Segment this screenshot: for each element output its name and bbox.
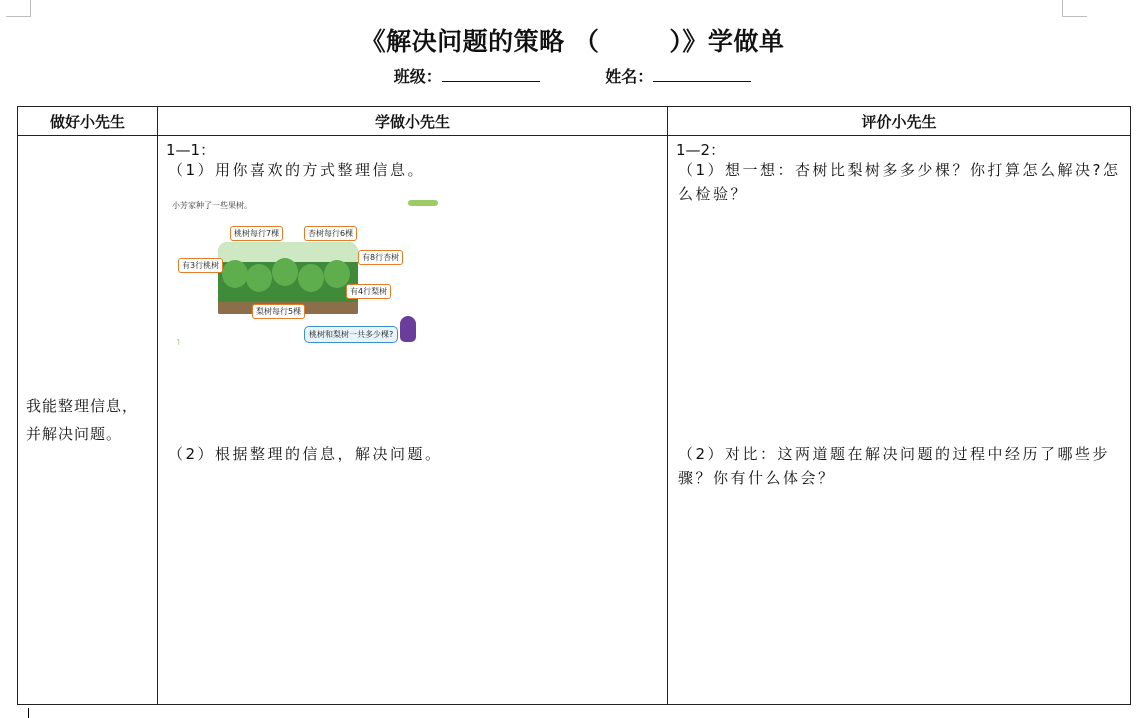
question-1-1-b: （2）根据整理的信息，解决问题。 [168, 445, 443, 463]
tag-pear-per-row: 梨树每行5棵 [252, 304, 305, 319]
student-info [0, 64, 1145, 87]
text-cursor [28, 708, 29, 718]
name-blank[interactable] [653, 67, 751, 82]
name-field [605, 64, 751, 87]
table-body-row [18, 136, 1131, 705]
table-header-row [18, 107, 1131, 136]
tree-icon [222, 260, 248, 288]
class-blank[interactable] [442, 67, 540, 82]
page-corner-mark [1062, 0, 1087, 17]
question-bubble: 桃树和梨树一共多少棵? [304, 326, 398, 343]
tag-peach-rows: 有3行桃树 [178, 258, 223, 273]
tag-pear-rows: 有4行梨树 [346, 284, 391, 299]
mascot-icon [400, 316, 416, 342]
tree-icon [246, 264, 272, 292]
learn-cell[interactable] [158, 136, 668, 705]
fruit-tree-picture [168, 194, 438, 354]
tag-peach-per-row: 桃树每行7棵 [230, 226, 283, 241]
header-goal: 做好小先生 [18, 107, 158, 136]
class-label: 班级： [393, 67, 442, 86]
picture-caption: 小芳家种了一些果树。 [172, 201, 252, 210]
title-right: ）》学做单 [669, 27, 785, 56]
task-number: 1—1： [166, 141, 216, 159]
tree-icon [272, 258, 298, 286]
worksheet-table [17, 106, 1131, 705]
question-1-2-a: （1）想一想：杏树比梨树多多少棵？你打算怎么解决?怎么检验？ [678, 161, 1121, 203]
evaluate-cell[interactable] [668, 136, 1131, 705]
goal-line-2: 并解决问题。 [26, 425, 123, 443]
header-learn: 学做小先生 [158, 107, 668, 136]
tag-apricot-rows: 有8行杏树 [358, 250, 403, 265]
goal-text [26, 392, 138, 448]
tag-apricot-per-row: 杏树每行6棵 [304, 226, 357, 241]
goal-cell [18, 136, 158, 705]
name-label: 姓名： [605, 67, 654, 86]
question-1-2-b: （2）对比：这两道题在解决问题的过程中经历了哪些步骤？你有什么体会？ [678, 445, 1111, 487]
page-corner-mark [6, 0, 31, 17]
class-field [394, 64, 540, 87]
title-left: 《解决问题的策略 （ [360, 27, 600, 56]
question-1-1-a: （1）用你喜欢的方式整理信息。 [168, 161, 426, 179]
tree-icon [298, 264, 324, 292]
goal-line-1: 我能整理信息， [26, 397, 139, 415]
vine-decoration [408, 200, 438, 206]
header-evaluate: 评价小先生 [668, 107, 1131, 136]
task-number: 1—2： [676, 141, 726, 159]
page-title [0, 22, 1145, 58]
corner-tick-icon: ˥ [176, 338, 180, 347]
